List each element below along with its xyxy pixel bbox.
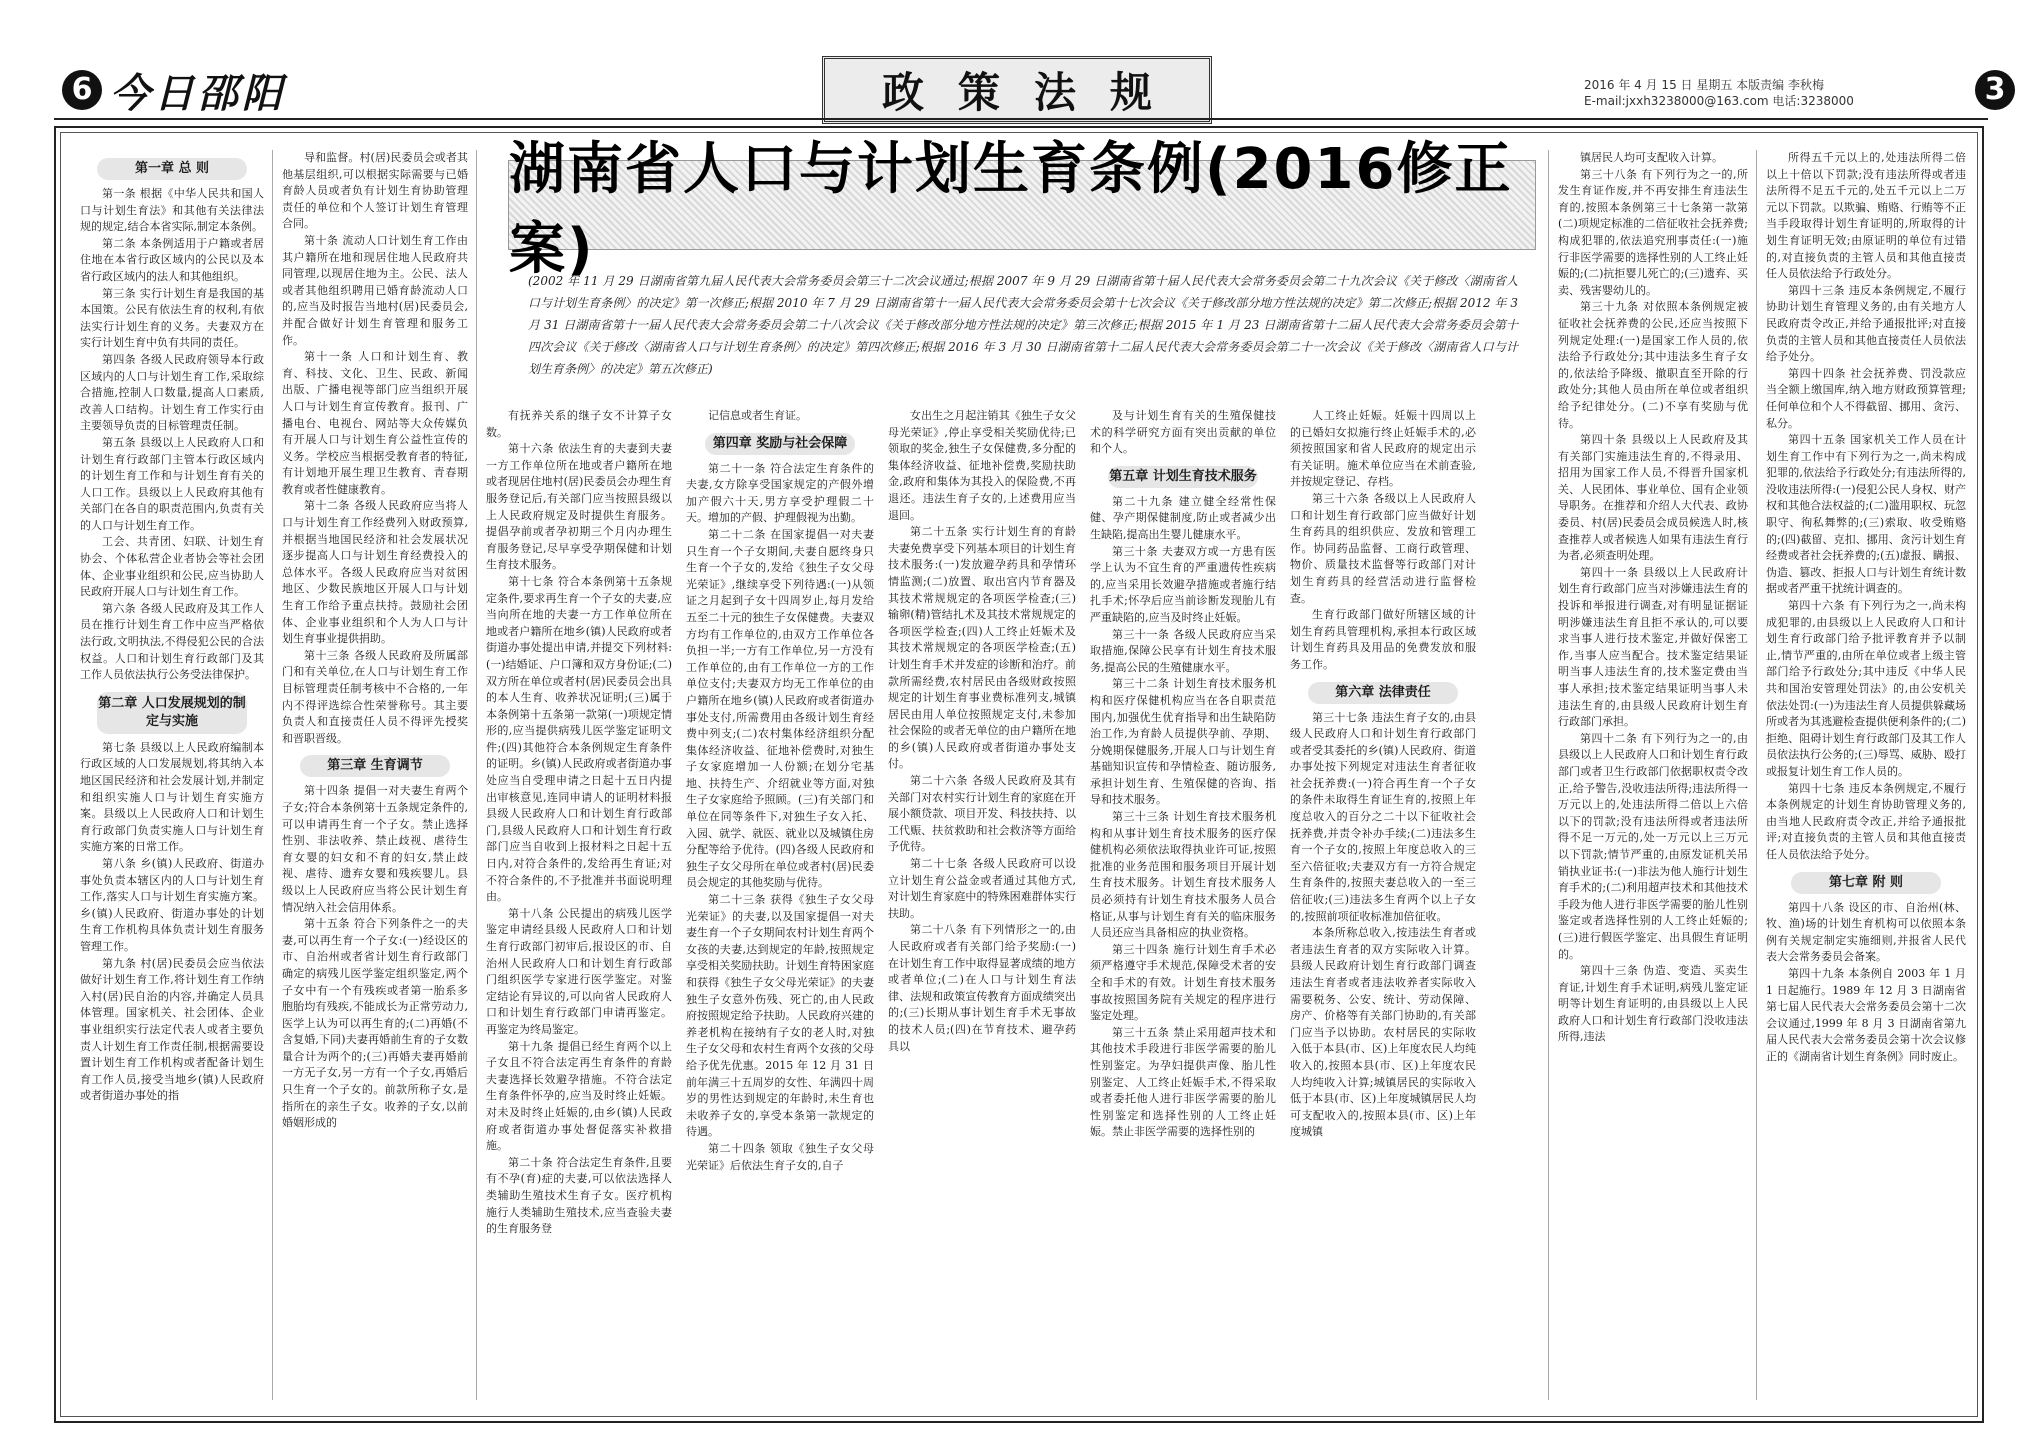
column-3	[486, 408, 672, 1413]
date-line: 2016 年 4 月 15 日 星期五 本版责编 李秋梅	[1584, 78, 1824, 92]
article-27: 第二十七条 各级人民政府可以设立计划生育公益金或者通过其他方式,对计划生育家庭中的特殊困难群体实行扶助。	[888, 857, 1076, 920]
article-19: 第十九条 提倡已经生育两个以上子女且不符合法定再生育条件的育龄夫妻选择长效避孕措施。不符合法定生育条件怀孕的,应当及时终止妊娠。对未及时终止妊娠的,由乡(镇)人民政府或者街道办事处督促落实补救措施。	[486, 1039, 672, 1153]
article-46: 第四十六条 有下列行为之一,尚未构成犯罪的,由县级以上人民政府人口和计划生育行政部门给予批评教育并予以制止,情节严重的,由所在单位或者上级主管部门给予行政处分;其中违反《中华人民共和国治安管理处罚法》的,由公安机关依法处罚:(一)为违法生育人员提供躲藏场所或者为其逃避检查提供便利条件的;(二)拒绝、阻碍计划生育行政部门及其工作人员依法执行公务的;(三)辱骂、威胁、殴打或报复计划生育工作人员的。	[1766, 599, 1966, 778]
column-6	[1090, 408, 1276, 1413]
column-divider	[476, 150, 477, 1400]
column-9	[1766, 150, 1966, 1415]
section-title: 政策法规	[881, 68, 1186, 117]
article-5-cont: 工会、共青团、妇联、计划生育协会、个体私营企业者协会等社会团体、企业事业组织和公民,应当协助人民政府开展人口与计划生育工作。	[80, 535, 264, 599]
article-15: 第十五条 符合下列条件之一的夫妻,可以再生育一个子女:(一)经设区的市、自治州或者省计划生育行政部门确定的病残儿医学鉴定组织鉴定,两个子女中有一个有残疾或者第一胎系多胞胎均有残疾,不能成长为正常劳动力,医学上认为可以再生育的;(二)再婚(不含复婚,下同)夫妻再婚前生育的子女数量合计为两个的;(三)再婚夫妻再婚前一方无子女,另一方有一个子女,再婚后只生育一个子女的。前款所称子女,是指所在的亲生子女。收养的子女,以前婚姻形成的	[282, 917, 468, 1130]
article-11: 第十一条 人口和计划生育、教育、科技、文化、卫生、民政、新闻出版、广播电视等部门应当组织开展人口与计划生育宣传教育。报刊、广播电台、电视台、网站等大众传媒负有开展人口与计划生育公益性宣传的义务。学校应当根据受教育者的特征,有计划地开展生理卫生教育、青春期教育或者性健康教育。	[282, 350, 468, 496]
chapter-3-heading: 第三章 生育调节	[300, 755, 450, 777]
article-23: 第二十三条 获得《独生子女父母光荣证》的夫妻,以及国家提倡一对夫妻生育一个子女期间农村计划生育两个女孩的夫妻,达到规定的年龄,按照规定享受相关奖励扶助。计划生育特困家庭和获得《独生子女父母光荣证》的夫妻独生子女意外伤残、死亡的,由人民政府按照规定给予扶助。人民政府兴建的养老机构在接纳有子女的老人时,对独生子女父母和农村生育两个女孩的父母给予优先优惠。2015 年 12 月 31 日前年满三十五周岁的女性、年满四十周岁的男性达到规定的年龄时,未生育也未收养子女的,享受本条第一款规定的待遇。	[686, 893, 874, 1139]
column-divider	[272, 150, 273, 1400]
article-41: 第四十一条 县级以上人民政府计划生育行政部门应当对涉嫌违法生育的投诉和举报进行调查,对有明显证据证明涉嫌违法生育且拒不承认的,可以要求当事人进行技术鉴定,并做好保密工作,当事人应当配合。技术鉴定结果证明当事人违法生育的,技术鉴定费由当事人承担;技术鉴定结果证明当事人未违法生育的,由县级人民政府计划生育行政部门承担。	[1558, 565, 1748, 729]
article-16: 第十六条 依法生育的夫妻到夫妻一方工作单位所在地或者户籍所在地或者现居住地村(居)民委员会办理生育服务登记后,有关部门应当按照县级以上人民政府规定及时提供生育服务。提倡孕前或者孕初期三个月内办理生育服务登记,尽早享受孕期保健和计划生育技术服务。	[486, 442, 672, 572]
article-24-cont: 女出生之月起注销其《独生子女父母光荣证》,停止享受相关奖励优待;已领取的奖金,独生子女保健费,多分配的集体经济收益、征地补偿费,奖励扶助金,政府和集体为其投入的保险费,不再退还。违法生育子女的,上述费用应当退回。	[888, 409, 1076, 522]
section-title-box	[822, 56, 1212, 124]
article-44: 第四十四条 社会抚养费、罚没款应当全额上缴国库,纳入地方财政预算管理;任何单位和个人不得截留、挪用、贪污、私分。	[1766, 366, 1966, 430]
column-4	[686, 408, 874, 1413]
article-8: 第八条 乡(镇)人民政府、街道办事处负责本辖区内的人口与计划生育工作,落实人口与计划生育实施方案。乡(镇)人民政府、街道办事处的计划生育工作机构具体负责计划生育服务管理工作。	[80, 856, 264, 953]
article-20: 第二十条 符合法定生育条件,且要有不孕(育)症的夫妻,可以依法选择人类辅助生殖技术生育子女。医疗机构施行人类辅助生殖技术,应当查验夫妻的生育服务登	[486, 1155, 672, 1236]
chapter-6-heading: 第六章 法律责任	[1308, 682, 1458, 704]
column-2	[282, 150, 468, 1415]
column-1	[80, 150, 264, 1415]
article-9: 第九条 村(居)民委员会应当依法做好计划生育工作,将计划生育工作纳入村(居)民自治的内容,并确定人员具体管理。国家机关、社会团体、企业事业组织实行法定代表人或者主要负责人计划生育工作责任制,根据需要设置计划生育工作机构或者配备计划生育工作人员,接受当地乡(镇)人民政府或者街道办事处的指	[80, 956, 264, 1103]
article-17: 第十七条 符合本条例第十五条规定条件,要求再生育一个子女的夫妻,应当向所在地的夫妻一方工作单位所在地或者户籍所在地乡(镇)人民政府或者街道办事处提出申请,并提交下列材料:(一)结婚证、户口簿和双方身份证;(二)双方所在单位或者村(居)民委员会出具的本人生育、收养状况证明;(三)属于本条例第十五条第一款第(一)项规定情形的,应当提供病残儿医学鉴定证明文件;(四)其他符合本条例规定生育条件的证明。乡(镇)人民政府或者街道办事处应当自受理申请之日起十五日内提出审核意见,连同申请人的证明材料报县级人民政府人口和计划生育行政部门,县级人民政府人口和计划生育行政部门应当自收到上报材料之日起十五日内,对符合条件的,发给再生育证;对不符合条件的,不予批准并书面说明理由。	[486, 574, 672, 904]
article-40: 第四十条 县级以上人民政府及其有关部门实施违法生育的,不得录用、招用为国家工作人员,不得晋升国家机关、人民团体、事业单位、国有企业领导职务。在推荐和介绍人大代表、政协委员、村(居)民委员会成员候选人时,核查推荐人或者候选人如果有违法生育行为者,必须查明处理。	[1558, 433, 1748, 563]
article-35: 第三十五条 禁止采用超声技术和其他技术手段进行非医学需要的胎儿性别鉴定。为孕妇提供声像、胎儿性别鉴定、人工终止妊娠手术,不得采取或者委托他人进行非医学需要的胎儿性别鉴定和选择性别的人工终止妊娠。禁止非医学需要的选择性别的	[1090, 1025, 1276, 1139]
article-15-cont: 有抚养关系的继子女不计算子女数。	[486, 409, 672, 439]
chapter-7-heading: 第七章 附 则	[1791, 872, 1941, 894]
article-14: 第十四条 提倡一对夫妻生育两个子女;符合本条例第十五条规定条件的,可以申请再生育一个子女。禁止选择性别、非法收养、禁止歧视、虐待生育女婴的妇女和不育的妇女,禁止歧视、虐待、遗弃女婴和残疾婴儿。县级以上人民政府应当将公民计划生育情况纳入社会信用体系。	[282, 784, 468, 914]
article-2: 第二条 本条例适用于户籍或者居住地在本省行政区域内的公民以及本省行政区域内的法人和其他组织。	[80, 236, 264, 283]
article-38: 第三十八条 有下列行为之一的,所发生育证作废,并不再安排生育违法生育的,按照本条例第三十七条第一款第(二)项规定标准的二倍征收社会抚养费;构成犯罪的,依法追究刑事责任:(一)施行非医学需要的选择性别的人工终止妊娠的;(二)抗拒婴儿死亡的;(三)遗弃、买卖、残害婴幼儿的。	[1558, 167, 1748, 297]
article-45: 第四十五条 国家机关工作人员在计划生育工作中有下列行为之一,尚未构成犯罪的,依法给予行政处分;有违法所得的,没收违法所得:(一)侵犯公民人身权、财产权和其他合法权益的;(二)滥用职权、玩忽职守、徇私舞弊的;(三)索取、收受贿赂的;(四)截留、克扣、挪用、贪污计划生育经费或者社会抚养费的;(五)虚报、瞒报、伪造、篡改、拒报人口与计划生育统计数据或者严重干扰统计调查的。	[1766, 433, 1966, 596]
article-37-cont: 本条所称总收入,按违法生育者或者违法生育者的双方实际收入计算。县级人民政府计划生育行政部门调查违法生育者或者违法收养者实际收入需要税务、公安、统计、劳动保障、房产、价格等有关部门协助的,有关部门应当予以协助。农村居民的实际收入低于本县(市、区)上年度农民人均纯收入的,按照本县(市、区)上年度农民人均纯收入计算;城镇居民的实际收入低于本县(市、区)上年度城镇居民人均可支配收入的,按照本县(市、区)上年度城镇	[1290, 926, 1476, 1139]
article-24: 第二十四条 领取《独生子女父母光荣证》后依法生育子女的,自子	[686, 1141, 874, 1172]
article-30: 第三十条 夫妻双方或一方患有医学上认为不宜生育的严重遗传性疾病的,应当采用长效避孕措施或者施行结扎手术;怀孕后应当前诊断发现胎儿有严重缺陷的,应当及时终止妊娠。	[1090, 544, 1276, 624]
article-32: 第三十二条 计划生育技术服务机构和医疗保健机构应当在各自职责范围内,加强优生优育指导和出生缺陷防治工作,为育龄人员提供孕前、孕期、分娩期保健服务,开展人口与计划生育基础知识宣传和孕情检查、随访服务,承担计划生育、生殖保健的咨询、指导和技术服务。	[1090, 677, 1276, 807]
article-4: 第四条 各级人民政府领导本行政区域内的人口与计划生育工作,采取综合措施,控制人口数量,提高人口素质,改善人口结构。计划生育工作实行由主要领导负责的目标管理责任制。	[80, 352, 264, 433]
article-33: 第三十三条 计划生育技术服务机构和从事计划生育技术服务的医疗保健机构必须依法取得执业许可证,按照批准的业务范围和服务项目开展计划生育技术服务。计划生育技术服务人员必须持有计划生育技术服务人员合格证,从事与计划生育有关的临床服务人员还应当具备相应的执业资格。	[1090, 810, 1276, 940]
masthead	[0, 0, 2041, 128]
article-10: 第十条 流动人口计划生育工作由其户籍所在地和现居住地人民政府共同管理,以现居住地为主。公民、法人或者其他组织聘用已婚育龄流动人口的,应当及时报告当地村(居)民委员会,并配合做好计划生育管理和服务工作。	[282, 233, 468, 347]
article-47: 第四十七条 违反本条例规定,不履行本条例规定的计划生育协助管理义务的,由当地人民政府责令改正,并给予通报批评;对直接负责的主管人员和其他直接责任人员依法给予处分。	[1766, 781, 1966, 861]
column-8	[1558, 150, 1748, 1415]
headline-note: (2002 年 11 月 29 日湖南省第九届人民代表大会常务委员会第三十二次会议通过;根据 2007 年 9 月 29 日湖南省第十届人民代表大会常务委员会第二十九次会议《关于修改〈湖南省人口与计划生育条例〉的决定》第一次修正;根据 2010 年 7 月 29 日湖南省第十一届人民代表大会常务委员会第十七次会议《关于修改部分地方性法规的决定》第二次修正;根据 2012 年 3 月 31 日湖南省第十一届人民代表大会常务委员会第二十八次会议《关于修改部分地方性法规的决定》第三次修正;根据 2015 年 1 月 23 日湖南省第十二届人民代表大会常务委员会第十四次会议《关于修改〈湖南省人口与计划生育条例〉的决定》第四次修正;根据 2016 年 3 月 30 日湖南省第十二届人民代表大会常务委员会第二十一次会议《关于修改〈湖南省人口与计划生育条例〉的决定》第五次修正)	[528, 274, 1518, 376]
article-13: 第十三条 各级人民政府及所属部门和有关单位,在人口与计划生育工作目标管理责任制考核中不合格的,一年内不得评选综合性荣誉称号。其主要负责人和直接责任人员不得评先授奖和晋职晋级。	[282, 648, 468, 745]
article-28: 第二十八条 有下列情形之一的,由人民政府或者有关部门给予奖励:(一)在计划生育工作中取得显著成绩的地方或者单位;(二)在人口与计划生育法律、法规和政策宣传教育方面成绩突出的;(三)长期从事计划生育手术无事故的技术人员;(四)在节育技术、避孕药具以	[888, 923, 1076, 1053]
newspaper-logo: 今日邵阳	[110, 70, 286, 117]
column-divider	[1548, 150, 1549, 1400]
article-21: 第二十一条 符合法定生育条件的夫妻,女方除享受国家规定的产假外增加产假六十天,男方享受护理假二十天。增加的产假、护理假视为出勤。	[686, 461, 874, 525]
article-43-cont: 所得五千元以上的,处违法所得二倍以上十倍以下罚款;没有违法所得或者违法所得不足五千元的,处五千元以上二万元以下罚款。以欺骗、贿赂、行贿等不正当手段取得计划生育证明的,所取得的计划生育证明无效;由原证明的单位有过错的,对直接负责的主管人员和其他直接责任人员依法给予行政处分。	[1766, 151, 1966, 281]
article-36: 第三十六条 各级以上人民政府人口和计划生育行政部门应当做好计划生育药具的组织供应、发放和管理工作。协同药品监督、工商行政管理、物价、质量技术监督等行政部门对计划生育药具的经营活动进行监督检查。	[1290, 491, 1476, 605]
article-22: 第二十二条 在国家提倡一对夫妻只生育一个子女期间,夫妻自愿终身只生育一个子女的,发给《独生子女父母光荣证》,继续享受下列待遇:(一)从领证之月起到子女十四周岁止,每月发给五至二十元的独生子女保健费。夫妻双方均有工作单位的,由双方工作单位各负担一半;一方有工作单位,另一方没有工作单位的,由有工作单位一方的工作单位支付;夫妻双方均无工作单位的由户籍所在地乡(镇)人民政府或者街道办事处支付,所需费用由各级计划生育经费中列支;(二)农村集体经济组织分配集体经济收益、征地补偿费时,对独生子女家庭增加一人份额;在划分宅基地、扶持生产、介绍就业等方面,对独生子女家庭给予照顾。(三)有关部门和单位在同等条件下,对独生子女入托、入园、就学、就医、就业以及城镇住房分配等给予优待。(四)各级人民政府和独生子女父母所在单位或者村(居)民委员会规定的其他奖励与优待。	[686, 527, 874, 890]
chapter-4-heading: 第四章 奖励与社会保障	[705, 433, 855, 455]
article-35-cont: 人工终止妊娠。妊娠十四周以上的已婚妇女拟施行终止妊娠手术的,必须按照国家和省人民政府的规定出示有关证明。施术单位应当在术前查验,并按规定登记、存档。	[1290, 409, 1476, 489]
article-49: 第四十九条 本条例自 2003 年 1 月 1 日起施行。1989 年 12 月 3 日湖南省第七届人民代表大会常务委员会第十二次会议通过,1999 年 8 月 3 日湖南省第九届人民代表大会常务委员会第十次会议修正的《湖南省计划生育条例》同时废止。	[1766, 966, 1966, 1063]
chapter-1-heading: 第一章 总 则	[97, 158, 247, 180]
chapter-5-heading: 第五章 计划生育技术服务	[1108, 466, 1258, 488]
article-25: 第二十五条 实行计划生育的育龄夫妻免费享受下列基本项目的计划生育技术服务:(一)发放避孕药具和孕情环情监测;(二)放置、取出宫内节育器及其技术常规规定的各项医学检查;(三)输卵(精)管结扎术及其技术常规规定的各项医学检查;(四)人工终止妊娠术及其技术常规规定的各项医学检查;(五)计划生育手术并发症的诊断和治疗。前款所需经费,农村居民由各级财政按照规定的计划生育事业费标准列支,城镇居民由用人单位按照规定支付,未参加社会保险的或者无单位的由户籍所在地的乡(镇)人民政府或者街道办事处支付。	[888, 525, 1076, 771]
article-29: 第二十九条 建立健全经常性保健、孕产期保健制度,防止或者减少出生缺陷,提高出生婴儿健康水平。	[1090, 494, 1276, 541]
article-18: 第十八条 公民提出的病残儿医学鉴定申请经县级人民政府人口和计划生育行政部门初审后,报设区的市、自治州人民政府人口和计划生育行政部门组织医学专家进行医学鉴定。对鉴定结论有异议的,可以向省人民政府人口和计划生育行政部门申请再鉴定。再鉴定为终局鉴定。	[486, 906, 672, 1036]
article-12: 第十二条 各级人民政府应当将人口与计划生育工作经费列入财政预算,并根据当地国民经济和社会发展状况逐步提高人口与计划生育经费投入的总体水平。各级人民政府应当对贫困地区、少数民族地区开展人口与计划生育工作给予重点扶持。鼓励社会团体、企业事业组织和个人为人口与计划生育事业提供捐助。	[282, 499, 468, 646]
masthead-rule	[54, 118, 1988, 120]
article-37-end: 镇居民人均可支配收入计算。	[1580, 151, 1723, 164]
article-36-cont: 生育行政部门做好所辖区域的计划生育药具管理机构,承担本行政区域计划生育药具及用品的免费发放和服务工作。	[1290, 608, 1476, 671]
column-7	[1290, 408, 1476, 1413]
article-6: 第六条 各级人民政府及其工作人员在推行计划生育工作中应当严格依法行政,文明执法,不得侵犯公民的合法权益。人口和计划生育行政部门及其工作人员依法执行公务受法律保护。	[80, 601, 264, 682]
chapter-2-heading: 第二章 人口发展规划的制定与实施	[97, 692, 247, 734]
article-headline: 湖南省人口与计划生育条例(2016修正案)	[509, 137, 1513, 282]
article-43b: 第四十三条 违反本条例规定,不履行协助计划生育管理义务的,由有关地方人民政府责令改正,并给予通报批评;对直接负责的主管人员和其他直接责任人员依法给予处分。	[1766, 283, 1966, 364]
masthead-info	[1584, 77, 1964, 109]
article-48: 第四十八条 设区的市、自治州(林、牧、渔)场的计划生育机构可以依照本条例有关规定制定实施细则,并报省人民代表大会常务委员会备案。	[1766, 900, 1966, 964]
headline-box	[508, 137, 1536, 282]
column-5	[888, 408, 1076, 1413]
article-43: 第四十三条 伪造、变造、买卖生育证,计划生育手术证明,病残儿鉴定证明等计划生育证明的,由县级以上人民政府人口和计划生育行政部门没收违法所得,违法	[1558, 964, 1748, 1044]
article-31: 第三十一条 各级人民政府应当采取措施,保障公民享有计划生育技术服务,提高公民的生殖健康水平。	[1090, 627, 1276, 674]
article-37: 第三十七条 违法生育子女的,由县级人民政府人口和计划生育行政部门或者受其委托的乡(镇)人民政府、街道办事处按下列规定对违法生育者征收社会抚养费:(一)符合再生育一个子女的条件未取得生育证生育的,按照上年度总收入的百分之二十以下征收社会抚养费,并责令补办手续;(二)违法多生育一个子女的,按照上年度总收入的三至六倍征收;夫妻双方有一方符合规定生育条件的,按照夫妻总收入的一至三倍征收;(三)违法多生育两个以上子女的,按照前项征收标准加倍征收。	[1290, 710, 1476, 923]
article-42: 第四十二条 有下列行为之一的,由县级以上人民政府人口和计划生育行政部门或者卫生行政部门依据职权责令改正,给予警告,没收违法所得;违法所得一万元以上的,处违法所得二倍以上六倍以下的罚款;没有违法所得或者违法所得不足一万元的,处一万元以上三万元以下罚款;情节严重的,由原发证机关吊销执业证书:(一)非法为他人施行计划生育手术的;(二)利用超声技术和其他技术手段为他人进行非医学需要的胎儿性别鉴定或者选择性别的人工终止妊娠的;(三)进行假医学鉴定、出具假生育证明的。	[1558, 731, 1748, 961]
article-3: 第三条 实行计划生育是我国的基本国策。公民有依法生育的权利,有依法实行计划生育的义务。夫妻双方在实行计划生育中负有共同的责任。	[80, 286, 264, 350]
article-28-cont: 及与计划生育有关的生殖保健技术的科学研究方面有突出贡献的单位和个人。	[1090, 409, 1276, 456]
article-39: 第三十九条 对依照本条例规定被征收社会抚养费的公民,还应当按照下列规定处理:(一)是国家工作人员的,依法给予行政处分;其中违法多生育子女的,依法给予降级、撤职直至开除的行政处分;其他人员由所在单位或者组织给予纪律处分。(二)不享有奖励与优待。	[1558, 300, 1748, 430]
page-number-right: 3	[1975, 70, 2015, 110]
article-34: 第三十四条 施行计划生育手术必须严格遵守手术规范,保障受术者的安全和手术的有效。计划生育技术服务事故按照国务院有关规定的程序进行鉴定处理。	[1090, 942, 1276, 1023]
column-divider	[1756, 150, 1757, 1400]
article-26: 第二十六条 各级人民政府及其有关部门对农村实行计划生育的家庭在开展小额贷款、项目开发、科技扶持、以工代赈、扶贫救助和社会救济等方面给予优待。	[888, 774, 1076, 854]
article-9-cont: 导和监督。村(居)民委员会或者其他基层组织,可以根据实际需要与已婚育龄人员或者负有计划生育协助管理责任的单位和个人签订计划生育管理合同。	[282, 151, 468, 231]
contact-line: E-mail:jxxh3238000@163.com 电话:3238000	[1584, 94, 1854, 108]
page-number-left: 6	[62, 70, 102, 110]
article-5: 第五条 县级以上人民政府人口和计划生育行政部门主管本行政区域内的计划生育工作和与计划生育有关的人口工作。县级以上人民政府其他有关部门在各自的职责范围内,负责有关的人口与计划生育工作。	[80, 435, 264, 532]
article-7: 第七条 县级以上人民政府编制本行政区域的人口发展规划,将其纳入本地区国民经济和社会发展计划,并制定和组织实施人口与计划生育实施方案。县级以上人民政府人口和计划生育行政部门负责实施人口与计划生育实施方案的日常工作。	[80, 740, 264, 854]
article-20-cont: 记信息或者生育证。	[708, 409, 807, 422]
article-1: 第一条 根据《中华人民共和国人口与计划生育法》和其他有关法律法规的规定,结合本省实际,制定本条例。	[80, 187, 264, 234]
